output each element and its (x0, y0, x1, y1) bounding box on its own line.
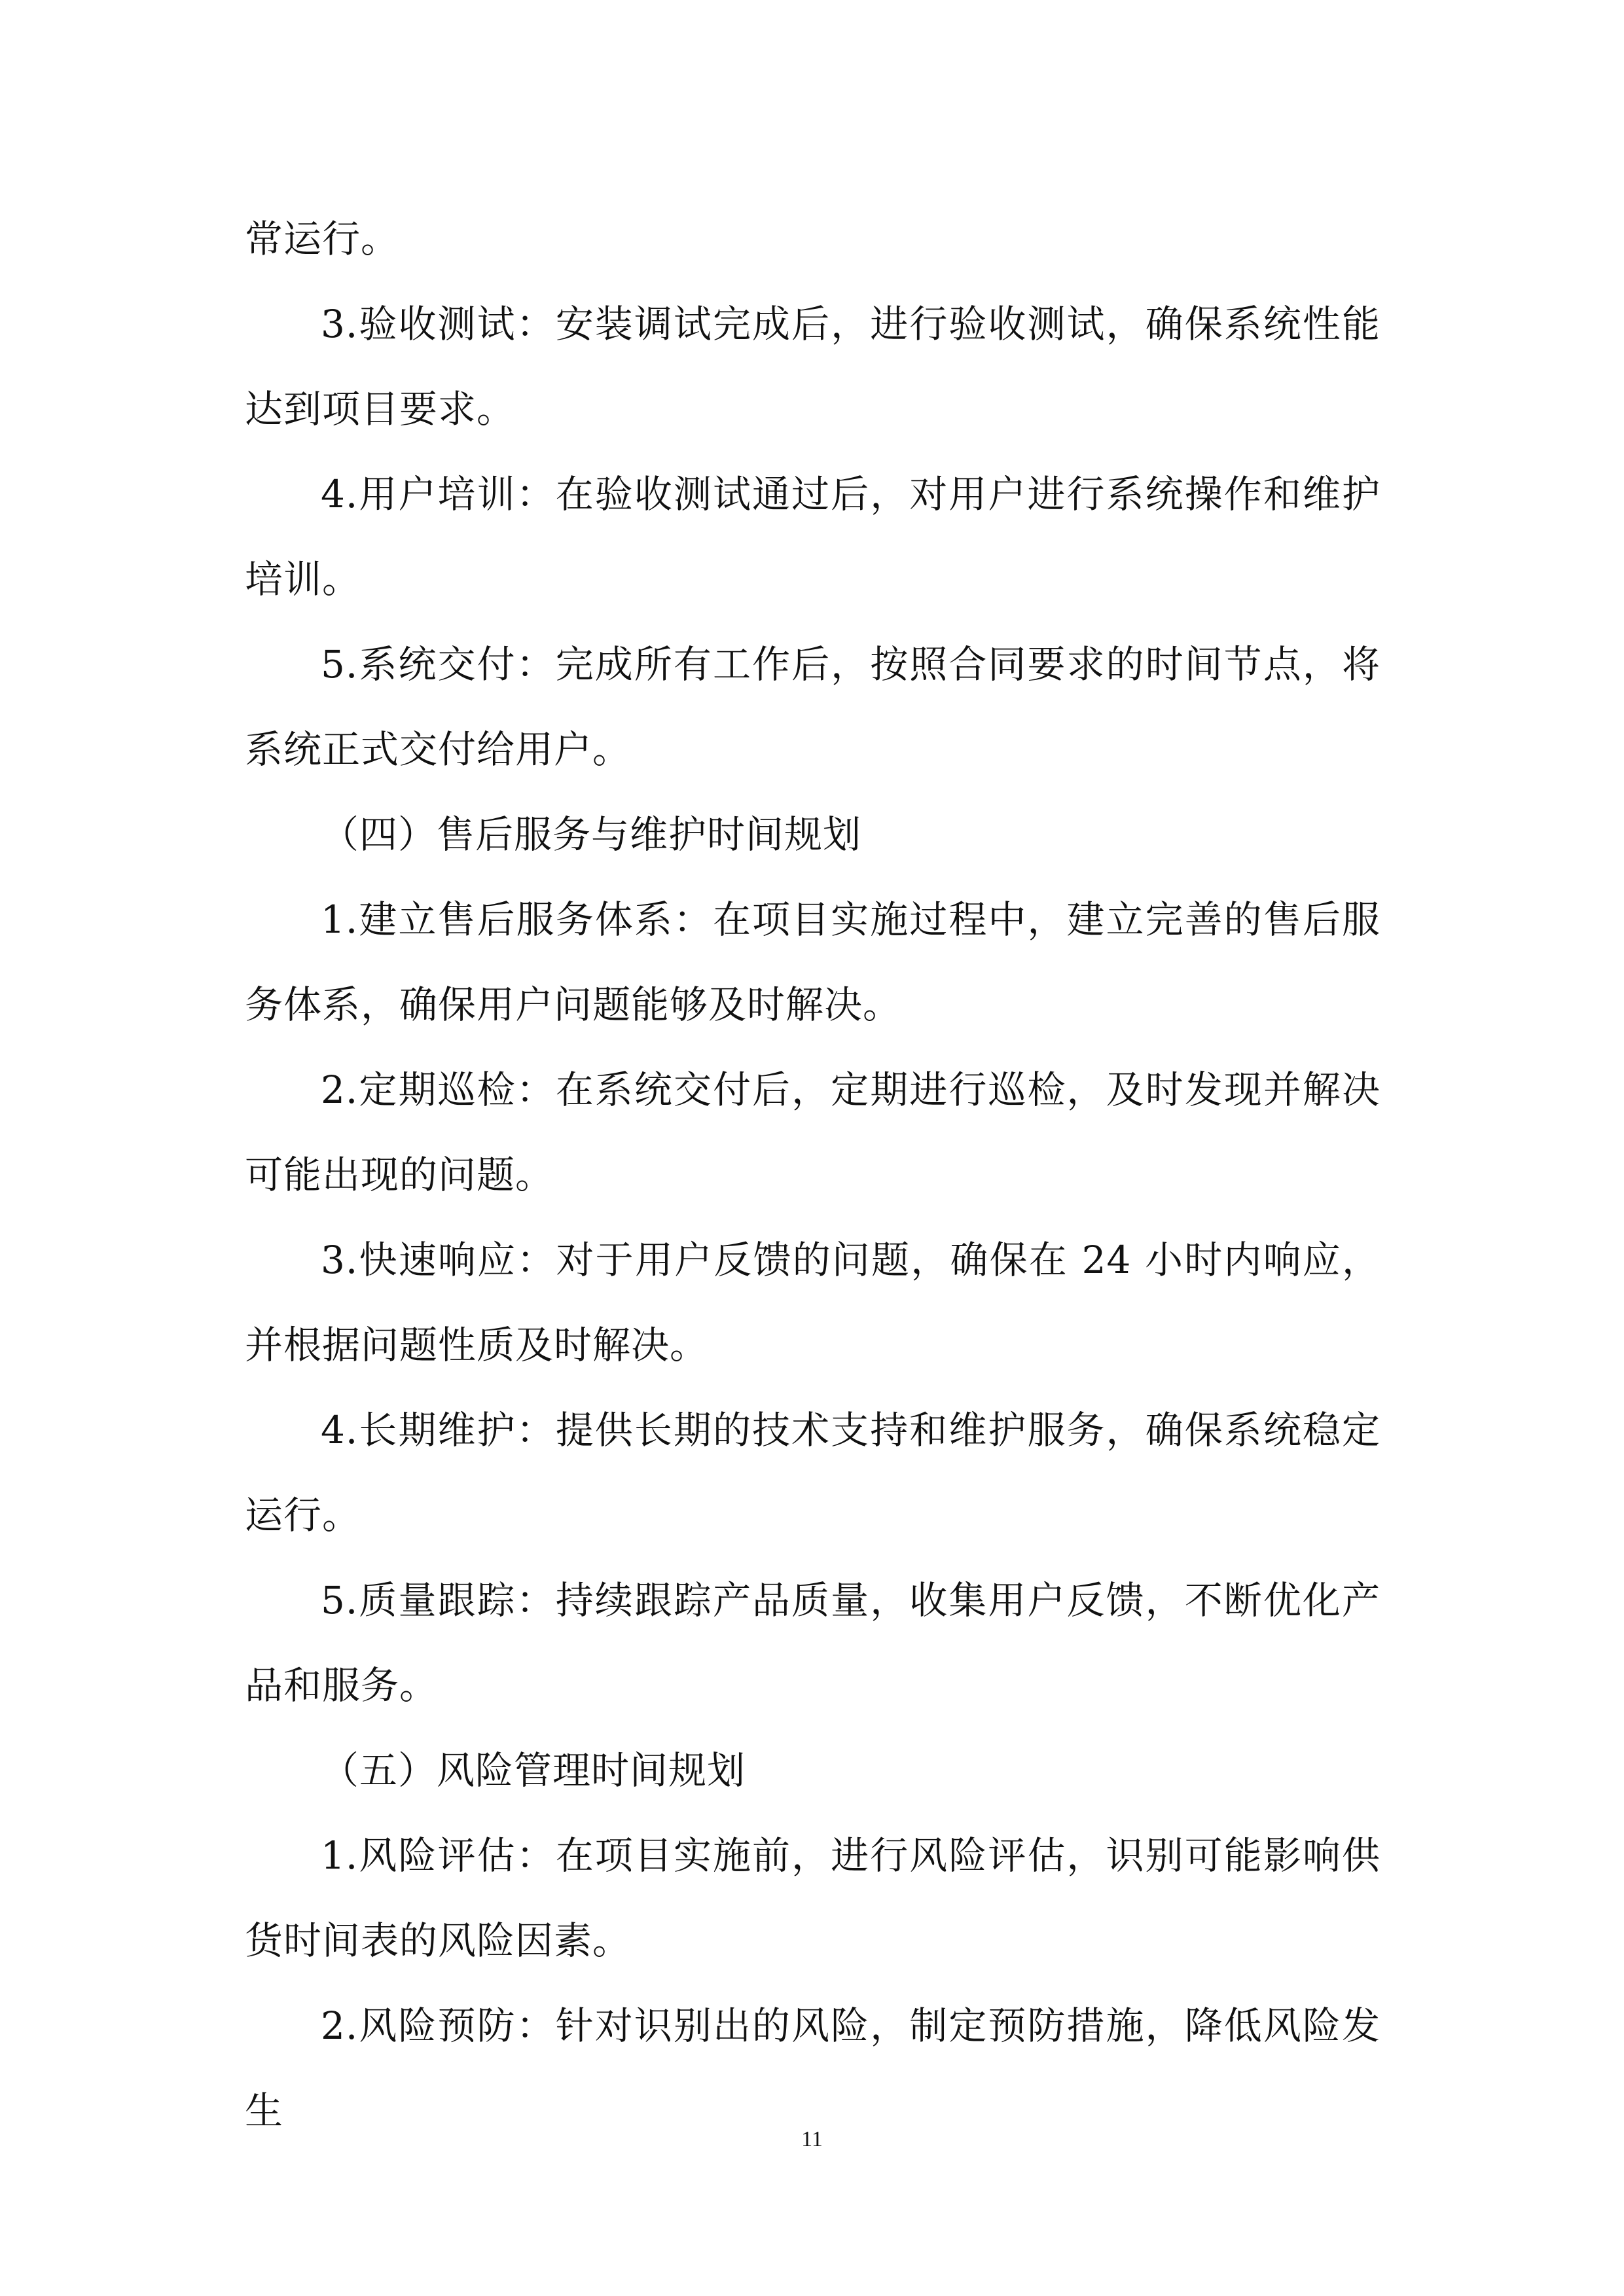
list-item-quick-response: 3.快速响应：对于用户反馈的问题，确保在 24 小时内响应，并根据问题性质及时解决。 (245, 1238, 1380, 1367)
paragraph-continuation: 常运行。 (245, 217, 400, 261)
list-item-user-training: 4.用户培训：在验收测试通过后，对用户进行系统操作和维护培训。 (245, 472, 1380, 601)
list-item-risk-prevention: 2.风险预防：针对识别出的风险，制定预防措施，降低风险发生 (245, 2003, 1380, 2133)
list-item-quality-tracking: 5.质量跟踪：持续跟踪产品质量，收集用户反馈，不断优化产品和服务。 (245, 1578, 1380, 1708)
list-item-service-system: 1.建立售后服务体系：在项目实施过程中，建立完善的售后服务体系，确保用户问题能够及时解决。 (245, 897, 1380, 1027)
list-item-acceptance-test: 3.验收测试：安装调试完成后，进行验收测试，确保系统性能达到项目要求。 (245, 302, 1380, 431)
document-body (245, 196, 1380, 2153)
list-item-inspection: 2.定期巡检：在系统交付后，定期进行巡检，及时发现并解决可能出现的问题。 (245, 1067, 1380, 1197)
list-item-long-term-maintenance: 4.长期维护：提供长期的技术支持和维护服务，确保系统稳定运行。 (245, 1408, 1380, 1537)
section-heading-after-sales: （四）售后服务与维护时间规划 (321, 812, 862, 857)
section-heading-risk-management: （五）风险管理时间规划 (321, 1748, 746, 1793)
list-item-risk-assessment: 1.风险评估：在项目实施前，进行风险评估，识别可能影响供货时间表的风险因素。 (245, 1833, 1380, 1963)
list-item-system-delivery: 5.系统交付：完成所有工作后，按照合同要求的时间节点，将系统正式交付给用户。 (245, 642, 1380, 772)
page-number: 11 (801, 2127, 823, 2151)
